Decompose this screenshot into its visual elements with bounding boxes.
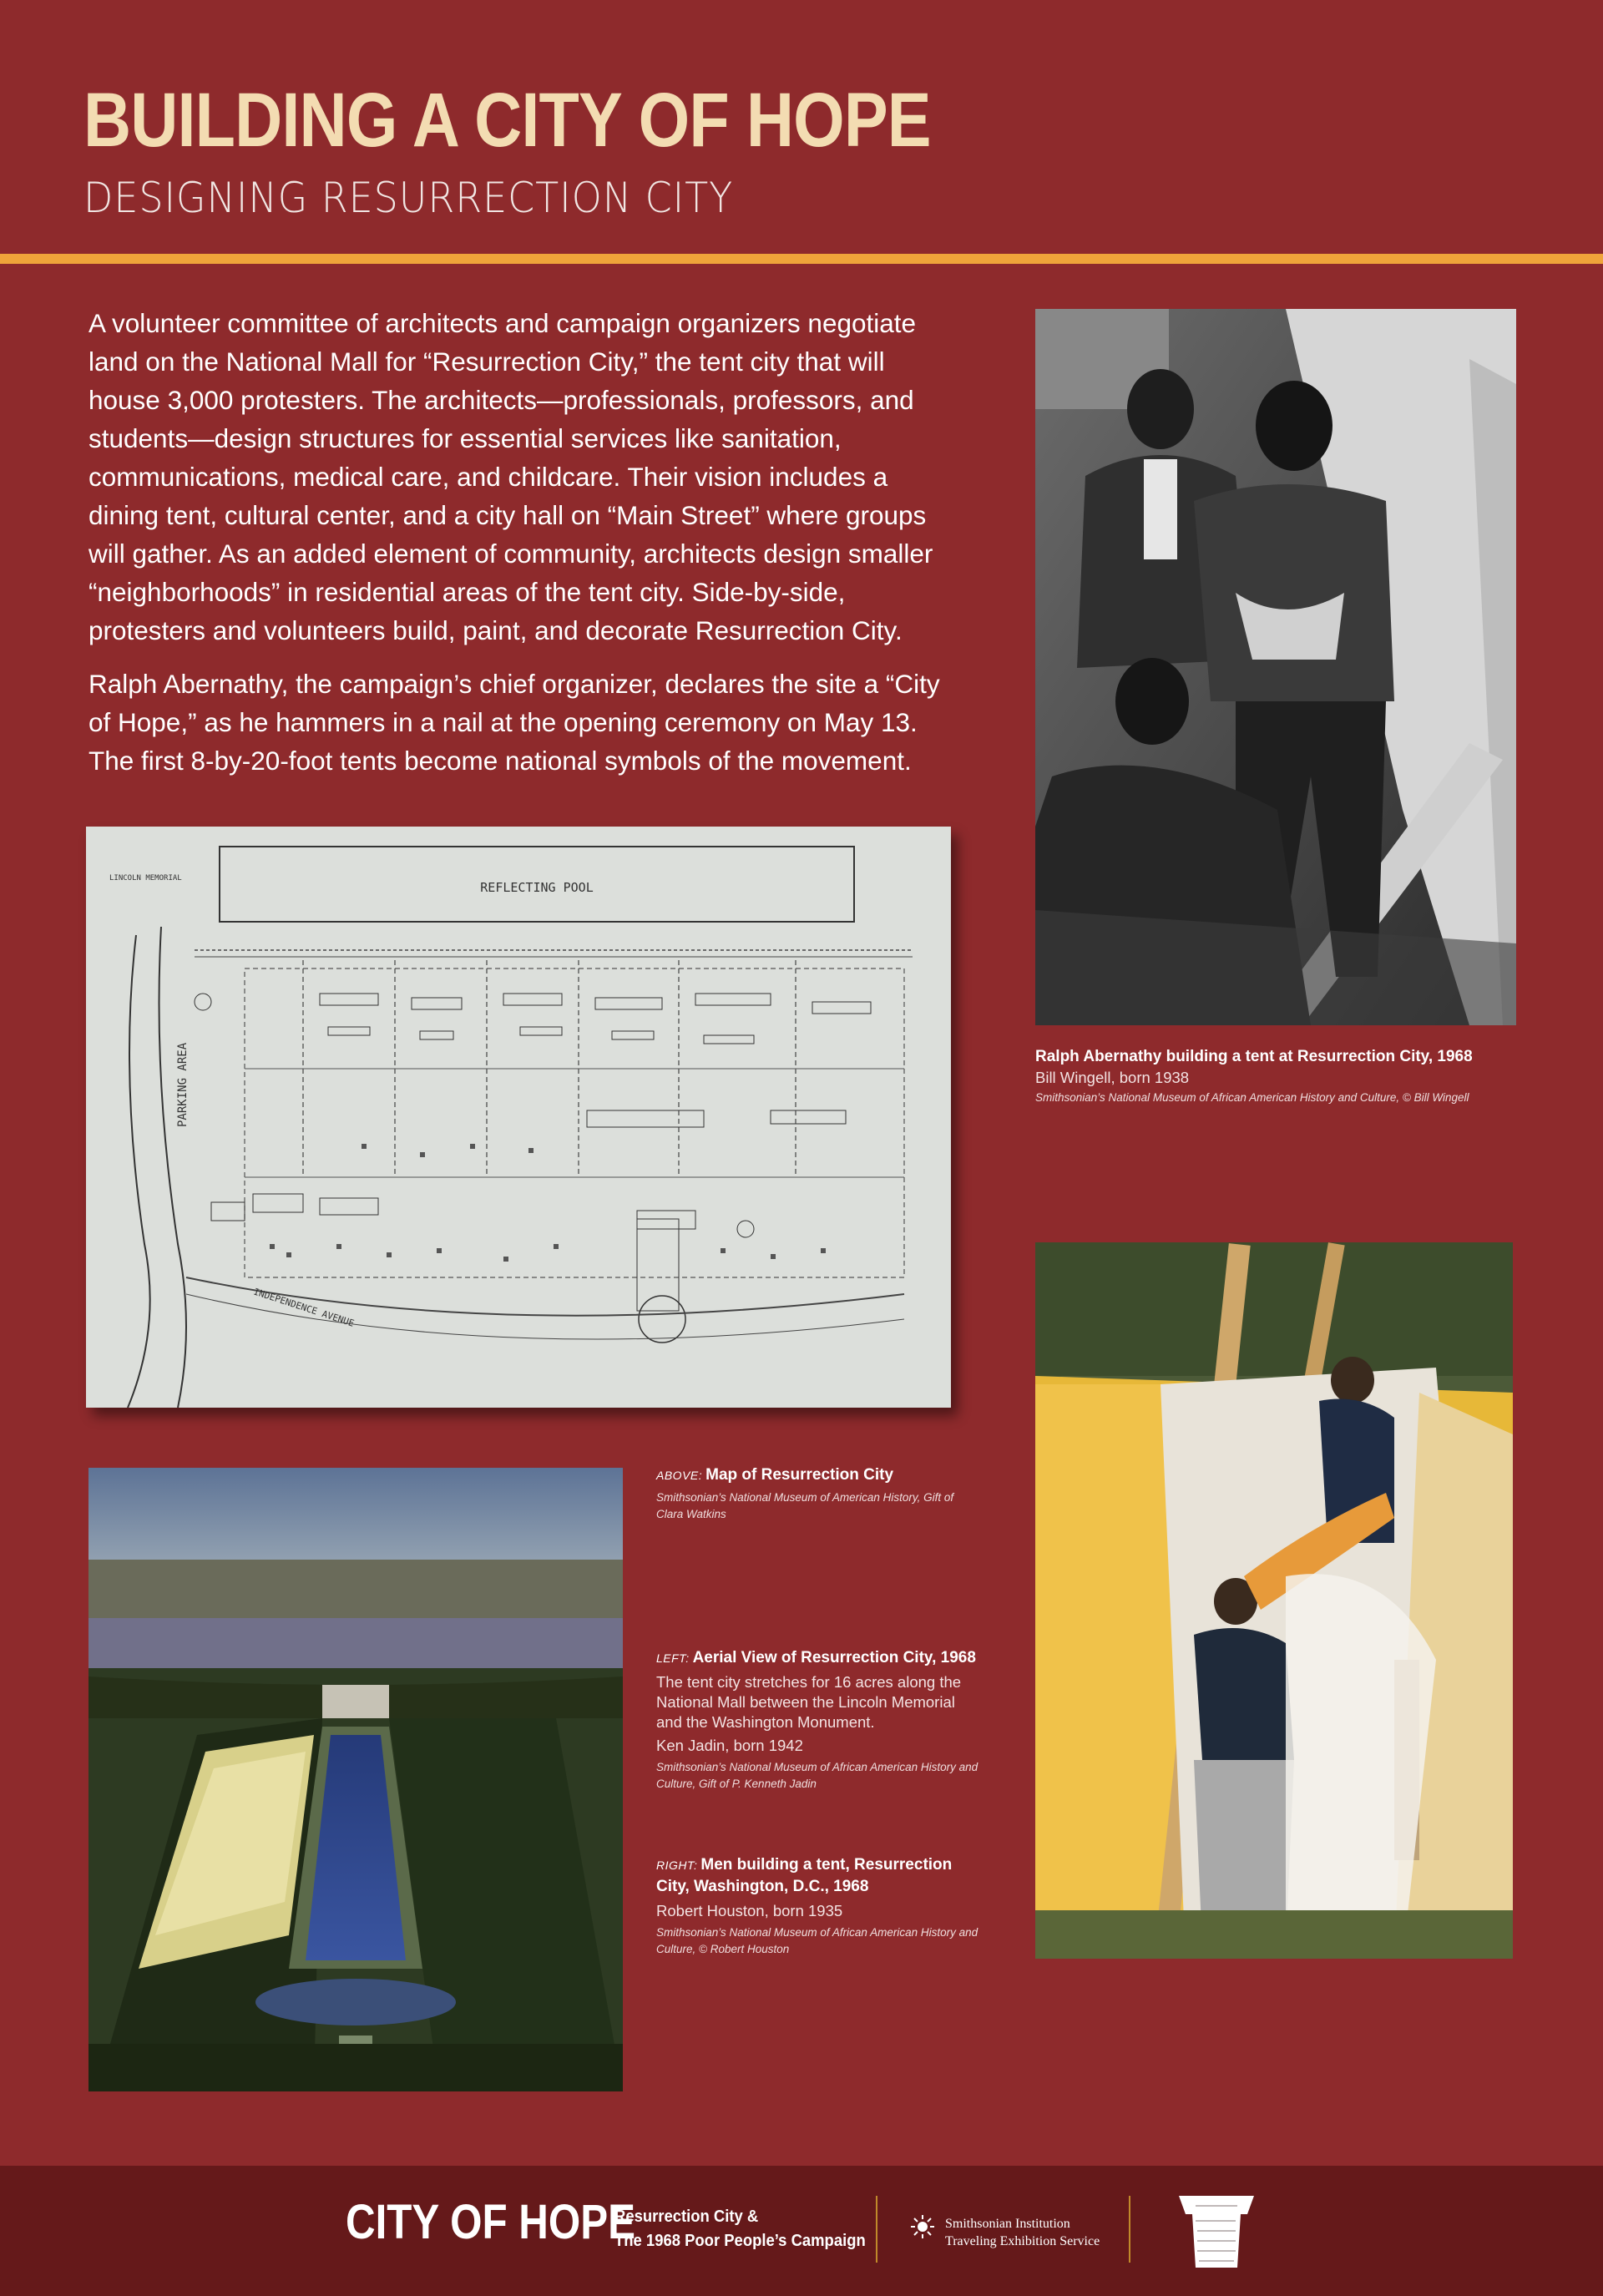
intro-paragraph: A volunteer committee of architects and campaign organizers negotiate land on the National Mall for “Resurrection City,” the tent city that will house 3,000 protesters. The architects—professionals, professors, and students—design structures for essential services like sanitation, communications, medical care, and childcare. Their vision includes a dining tent, cultural center, and a city hall on “Main Street” where groups will gather. As an added element of community, architects design smaller “neighborhoods” in residential areas of the tent city. Side-by-side, protesters and volunteers build, paint, and decorate Resurrection City. [88, 308, 933, 645]
map-image [86, 827, 951, 1408]
aerial-photo [88, 1468, 623, 2091]
footer-exhibition-subtitle [614, 2204, 866, 2253]
caption-credit: Ken Jadin, born 1942 [656, 1737, 803, 1754]
nmaahc-logo [1176, 2192, 1257, 2271]
aerial-photo-illustration [88, 1468, 623, 2091]
footer-divider [876, 2196, 877, 2263]
caption-prefix: ABOVE: [656, 1469, 703, 1482]
abernathy-photo-illustration [1035, 309, 1516, 1025]
caption-title: Men building a tent, Resurrection City, Washington, D.C., 1968 [656, 1856, 953, 1895]
footer-subtitle-line-2: The 1968 Poor People’s Campaign [614, 2231, 866, 2250]
page-subtitle: DESIGNING RESURRECTION CITY [83, 174, 734, 222]
map-caption [656, 1464, 982, 1523]
caption-source: Smithsonian’s National Museum of African American History and Culture, © Bill Wingell [1035, 1091, 1469, 1104]
caption-source: Smithsonian’s National Museum of African American History and Culture, © Robert Houston [656, 1926, 978, 1955]
tent-photo [1035, 1242, 1513, 1959]
caption-title: Ralph Abernathy building a tent at Resurrection City, 1968 [1035, 1048, 1473, 1065]
footer-divider [1129, 2196, 1130, 2263]
footer-subtitle-line-1: Resurrection City & [614, 2207, 759, 2226]
tent-caption [656, 1854, 982, 1958]
map-label-lincoln-memorial: LINCOLN MEMORIAL [109, 874, 182, 882]
caption-prefix: LEFT: [656, 1651, 690, 1665]
footer-exhibition-title: CITY OF HOPE [346, 2195, 635, 2249]
caption-title: Aerial View of Resurrection City, 1968 [692, 1649, 976, 1666]
si-line-1: Smithsonian Institution [945, 2217, 1070, 2231]
caption-prefix: RIGHT: [656, 1859, 698, 1872]
map-label-independence-avenue: INDEPENDENCE AVENUE [252, 1286, 356, 1329]
smithsonian-sun-icon [910, 2214, 935, 2239]
caption-credit: Bill Wingell, born 1938 [1035, 1069, 1190, 1086]
page-title: BUILDING A CITY OF HOPE [83, 78, 931, 163]
tent-photo-illustration [1035, 1242, 1513, 1959]
abernathy-photo [1035, 309, 1516, 1025]
abernathy-paragraph: Ralph Abernathy, the campaign’s chief organizer, declares the site a “City of Hope,” as he hammers in a nail at the opening ceremony on May 13. The first 8-by-20-foot tents become national symbols of the movement. [88, 669, 940, 776]
aerial-caption [656, 1647, 982, 1793]
caption-source: Smithsonian’s National Museum of African American History and Culture, Gift of P. Kenneth Jadin [656, 1761, 978, 1790]
map-label-parking-area: PARKING AREA [176, 1042, 190, 1127]
smithsonian-sites-logo-text [945, 2215, 1100, 2250]
caption-credit: Robert Houston, born 1935 [656, 1902, 843, 1919]
abernathy-caption [1035, 1046, 1553, 1106]
map-drawing [86, 827, 951, 1408]
caption-title: Map of Resurrection City [705, 1466, 894, 1484]
caption-source: Smithsonian’s National Museum of American History, Gift of Clara Watkins [656, 1491, 954, 1520]
header-divider [0, 254, 1603, 264]
caption-description: The tent city stretches for 16 acres along the National Mall between the Lincoln Memorial and the Washington Monument. [656, 1673, 962, 1731]
map-label-reflecting-pool: REFLECTING POOL [480, 880, 594, 895]
si-line-2: Traveling Exhibition Service [945, 2234, 1100, 2248]
